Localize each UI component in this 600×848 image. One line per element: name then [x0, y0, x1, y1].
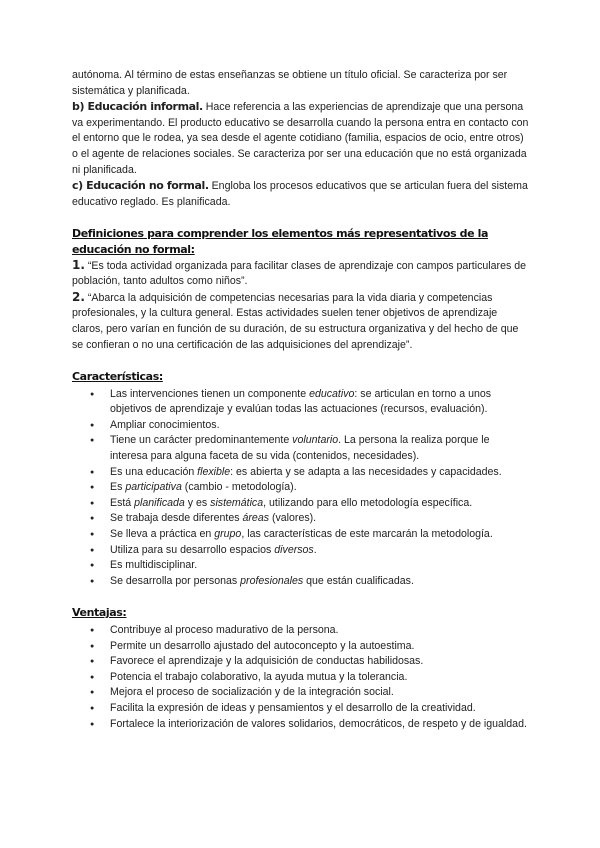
list-item: ● Contribuye al proceso madurativo de la persona.	[110, 623, 530, 639]
list-item: ● Es una educación flexible: es abierta y se adapta a las necesidades y capacidades.	[110, 465, 530, 481]
definition-number: 1.	[72, 257, 85, 272]
definition-text: “Abarca la adquisición de competencias necesarias para la vida diaria y competencias profesionales, y la cultura general. Estas actividades suelen tener objetivos de aprendizaje claros, pero varían en función de su duración, de su estructura organizativa y del hecho de que se confieran o no una certificación de las adquisiciones del aprendizaje”.	[72, 291, 519, 351]
nonformal-education-label: c) Educación no formal.	[72, 179, 209, 193]
list-item: ● Utiliza para su desarrollo espacios diversos.	[110, 543, 530, 559]
nonformal-education-text: Engloba los procesos educativos que se articulan fuera del sistema educativo reglado. Es planificada.	[72, 180, 528, 208]
definitions-heading: Definiciones para comprender los elementos más representativos de la educación no formal:	[72, 227, 489, 256]
list-item: ● Está planificada y es sistemática, utilizando para ello metodología específica.	[110, 496, 530, 512]
list-item: ● Es multidisciplinar.	[110, 558, 530, 574]
nonformal-education-paragraph	[72, 178, 530, 210]
advantages-heading: Ventajas:	[72, 606, 127, 620]
advantages-list	[72, 623, 530, 732]
list-item: ● Se lleva a práctica en grupo, las características de este marcarán la metodología.	[110, 527, 530, 543]
list-item: ● Tiene un carácter predominantemente voluntario. La persona la realiza porque le interesa para alguna faceta de su vida (contenidos, necesidades).	[110, 433, 530, 464]
list-item: ● Fortalece la interiorización de valores solidarios, democráticos, de respeto y de igualdad.	[110, 717, 530, 733]
intro-paragraph: autónoma. Al término de estas enseñanzas se obtiene un título oficial. Se caracteriza por ser sistemática y planificada.	[72, 69, 508, 97]
definition-item	[72, 258, 530, 290]
list-item: ● Facilita la expresión de ideas y pensamientos y el desarrollo de la creatividad.	[110, 701, 530, 717]
list-item: ● Se desarrolla por personas profesionales que están cualificadas.	[110, 574, 530, 590]
list-item: ● Favorece el aprendizaje y la adquisición de conductas habilidosas.	[110, 654, 530, 670]
list-item: ● Las intervenciones tienen un componente educativo: se articulan en torno a unos objetivos de aprendizaje y evalúan todas las actuaciones (recursos, evaluación).	[110, 387, 530, 418]
list-item: ● Potencia el trabajo colaborativo, la ayuda mutua y la tolerancia.	[110, 670, 530, 686]
list-item: ● Mejora el proceso de socialización y de la integración social.	[110, 685, 530, 701]
characteristics-heading: Características:	[72, 370, 163, 384]
definition-text: “Es toda actividad organizada para facilitar clases de aprendizaje con campos particulares de población, tanto adultos como niños”.	[72, 259, 526, 288]
informal-education-label: b) Educación informal.	[72, 100, 203, 114]
list-item: ● Se trabaja desde diferentes áreas (valores).	[110, 511, 530, 527]
characteristics-list	[72, 387, 530, 590]
list-item: ● Ampliar conocimientos.	[110, 418, 530, 434]
list-item: ● Permite un desarrollo ajustado del autoconcepto y la autoestima.	[110, 639, 530, 655]
informal-education-text: Hace referencia a las experiencias de aprendizaje que una persona va experimentando. El producto educativo se desarrolla cuando la persona entra en contacto con el entorno que le rodea, ya sea desde el agente cotidiano (familia, espacios de ocio, entre otros) o el agente de relaciones sociales. Se caracteriza por ser una educación que no está organizada ni planificada.	[72, 101, 529, 176]
definition-number: 2.	[72, 289, 85, 304]
definition-item	[72, 290, 530, 353]
informal-education-paragraph	[72, 99, 530, 178]
list-item: ● Es participativa (cambio - metodología).	[110, 480, 530, 496]
